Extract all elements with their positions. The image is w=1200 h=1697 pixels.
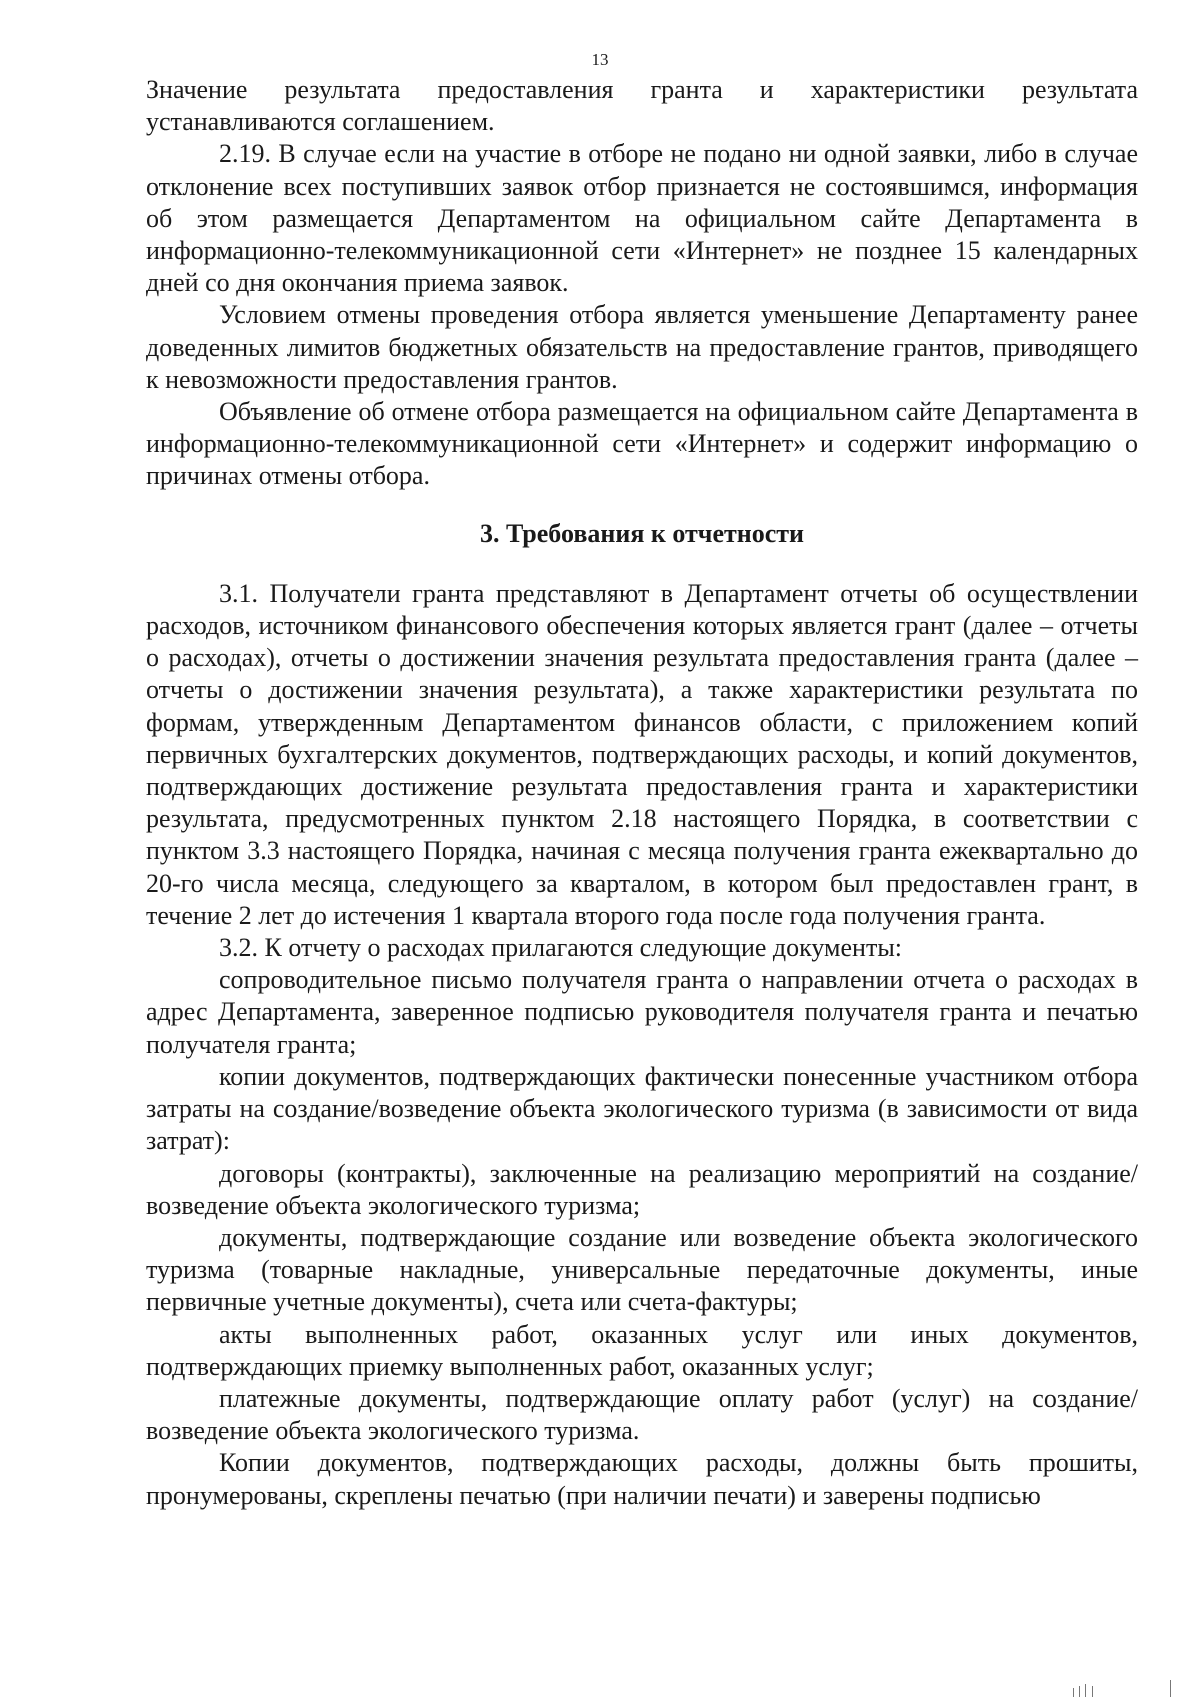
paragraph: 3.1. Получатели гранта представляют в Департамент отчеты об осуществлении расходов, источником финансового обеспечения которых является грант (далее – отчеты о расходах), отчеты о достижении значения результата предоставления гранта (далее – отчеты о достижении значения результата), а также характеристики результата по формам, утвержденным Департаментом финансов области, с приложением копий первичных бухгалтерских документов, подтверждающих расходы, и копий документов, подтверждающих достижение результата предоставления гранта и характеристики результата, предусмотренных пунктом 2.18 настоящего Порядка, в соответствии с пунктом 3.3 настоящего Порядка, начиная с месяца получения гранта ежеквартально до 20-го числа месяца, следующего за кварталом, в котором был предоставлен грант, в течение 2 лет до истечения 1 квартала второго года после года получения гранта. bbox=[146, 578, 1138, 930]
scan-artifact bbox=[1092, 1686, 1093, 1697]
document-body bbox=[146, 74, 1138, 1512]
paragraph: акты выполненных работ, оказанных услуг или иных документов, подтверждающих приемку выполненных работ, оказанных услуг; bbox=[146, 1319, 1138, 1381]
scan-artifact bbox=[1170, 1680, 1171, 1697]
paragraph: платежные документы, подтверждающие оплату работ (услуг) на создание/возведение объекта экологического туризма. bbox=[146, 1383, 1138, 1446]
paragraph: копии документов, подтверждающих фактически понесенные участником отбора затраты на создание/возведение объекта экологического туризма (в зависимости от вида затрат): bbox=[146, 1061, 1138, 1156]
scan-artifact bbox=[1085, 1684, 1086, 1697]
section-heading: 3. Требования к отчетности bbox=[479, 518, 805, 548]
paragraph: Копии документов, подтверждающих расходы, должны быть прошиты, пронумерованы, скреплены печатью (при наличии печати) и заверены подписью bbox=[146, 1448, 1138, 1510]
paragraph: 2.19. В случае если на участие в отборе не подано ни одной заявки, либо в случае отклонение всех поступивших заявок отбор признается не состоявшимся, информация об этом размещается Департаментом на официальном сайте Департамента в информационно-телекоммуникационной сети «Интернет» не позднее 15 календарных дней со дня окончания приема заявок. bbox=[146, 139, 1138, 298]
paragraph: сопроводительное письмо получателя гранта о направлении отчета о расходах в адрес Департамента, заверенное подписью руководителя получателя гранта и печатью получателя гранта; bbox=[146, 965, 1138, 1059]
paragraph: документы, подтверждающие создание или возведение объекта экологического туризма (товарные накладные, универсальные передаточные документы, иные первичные учетные документы), счета или счета-фактуры; bbox=[146, 1222, 1138, 1317]
paragraph: 3.2. К отчету о расходах прилагаются следующие документы: bbox=[219, 933, 903, 963]
paragraph: договоры (контракты), заключенные на реализацию мероприятий на создание/возведение объекта экологического туризма; bbox=[146, 1158, 1138, 1220]
paragraph: Объявление об отмене отбора размещается на официальном сайте Департамента в информационно-телекоммуникационной сети «Интернет» и содержит информацию о причинах отмены отбора. bbox=[146, 397, 1138, 491]
scan-artifact bbox=[1073, 1688, 1074, 1697]
paragraph: Условием отмены проведения отбора является уменьшение Департаменту ранее доведенных лимитов бюджетных обязательств на предоставление грантов, приводящего к невозможности предоставления грантов. bbox=[146, 300, 1138, 394]
page-number: 13 bbox=[591, 50, 609, 69]
paragraph: Значение результата предоставления гранта и характеристики результата устанавливаются соглашением. bbox=[146, 75, 1138, 137]
scan-artifact bbox=[1079, 1686, 1080, 1697]
